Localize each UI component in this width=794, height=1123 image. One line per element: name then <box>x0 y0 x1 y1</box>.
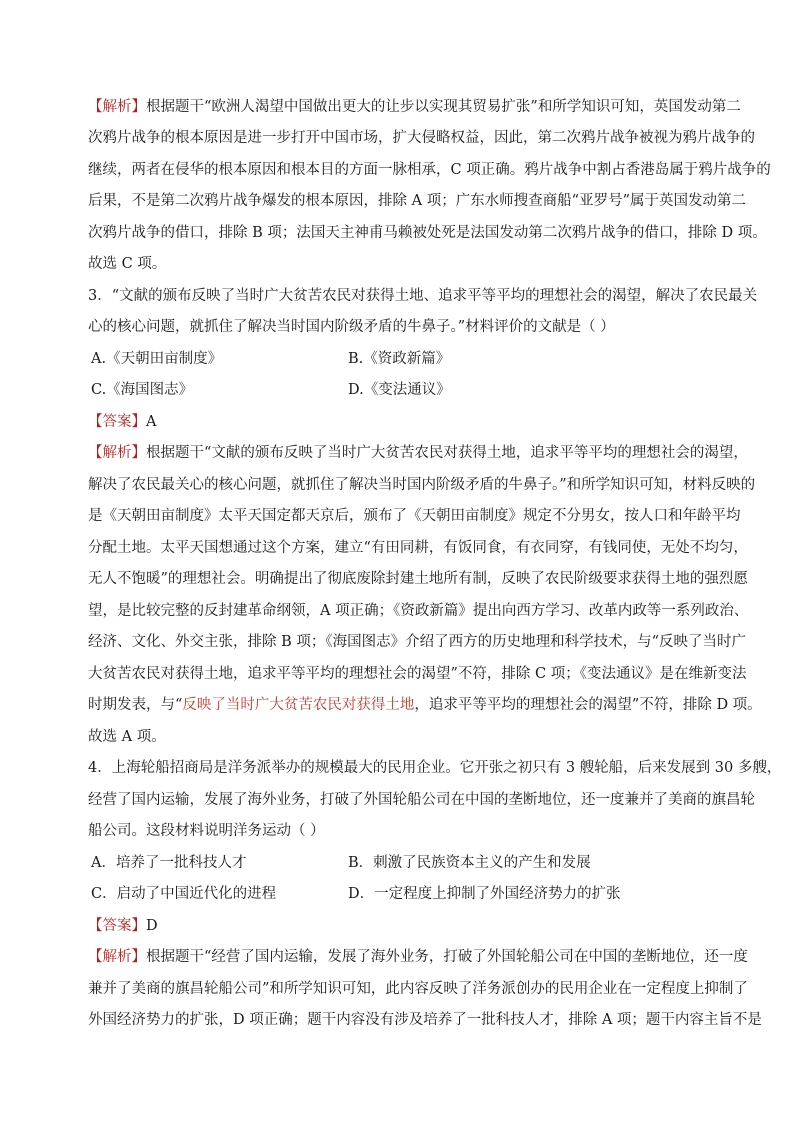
q4-option-c: C．启动了中国近代化的进程 <box>91 886 277 902</box>
q3-analysis-line-5: 无人不饱暖”的理想社会。明确提出了彻底废除封建土地所有制，反映了农民阶级要求获得土地的强烈愿 <box>88 571 748 587</box>
q3-analysis-line-8: 大贫苦农民对获得土地，追求平等平均的理想社会的渴望”不符，排除 C 项；《变法通议》是在维新变法 <box>88 666 747 682</box>
q3-answer <box>88 412 156 432</box>
q4-answer-value: D <box>146 918 158 934</box>
q2-analysis-line-4: 后果，不是第二次鸦片战争爆发的根本原因，排除 A 项；广东水师搜查商船“亚罗号”属于英国发动第二 <box>88 193 747 209</box>
q4-option-d: D．一定程度上抑制了外国经济势力的扩张 <box>348 886 621 902</box>
q3-analysis-line-10: 故选 A 项。 <box>88 729 166 745</box>
q3-analysis-line-3: 是《天朝田亩制度》太平天国定都天京后，颁布了《天朝田亩制度》规定不分男女，按人口和年龄平均 <box>88 508 741 524</box>
q3-option-a: A.《天朝田亩制度》 <box>91 351 223 367</box>
q4-stem-line-2: 经营了国内运输，发展了海外业务，打破了外国轮船公司在中国的垄断地位，还一度兼并了美商的旗昌轮 <box>88 792 755 808</box>
answer-tag: 【答案】 <box>88 414 146 430</box>
q3-stem-line-2: 心的核心问题，就抓住了解决当时国内阶级矛盾的牛鼻子。”材料评价的文献是（ ） <box>88 319 615 335</box>
q3-analysis-line-9: 时期发表，与“反映了当时广大贫苦农民对获得土地，追求平等平均的理想社会的渴望”不符，排除 D 项。 <box>88 697 762 713</box>
q4-option-a: A．培养了一批科技人才 <box>91 855 247 871</box>
analysis-tag: 【解析】 <box>88 445 146 461</box>
analysis-tag: 【解析】 <box>88 949 146 965</box>
q3-analysis-line-7: 经济、文化、外交主张，排除 B 项；《海国图志》介绍了西方的历史地理和科学技术，与“反映了当时广 <box>88 634 747 650</box>
q4-option-b: B．刺激了民族资本主义的产生和发展 <box>348 855 591 871</box>
q3-analysis-line-6: 望，是比较完整的反封建革命纲领，A 项正确；《资政新篇》提出向西方学习、改革内政等一系列政治、 <box>88 603 749 619</box>
q4-analysis-line-1: 【解析】根据题干“经营了国内运输，发展了海外业务，打破了外国轮船公司在中国的垄断地位，还一度 <box>88 949 748 965</box>
highlighted-quote: 反映了当时广大贫苦农民对获得土地 <box>182 697 415 713</box>
q2-analysis-line-1: 【解析】根据题干“欧洲人渴望中国做出更大的让步以实现其贸易扩张”和所学知识可知，英国发动第二 <box>88 99 741 115</box>
q3-option-b: B.《资政新篇》 <box>348 351 451 367</box>
q3-analysis-line-1: 【解析】根据题干“文献的颁布反映了当时广大贫苦农民对获得土地，追求平等平均的理想社会的渴望， <box>88 445 748 461</box>
q3-analysis-line-4: 分配土地。太平天国想通过这个方案，建立“有田同耕，有饭同食，有衣同穿，有钱同使，无处不均匀， <box>88 540 748 556</box>
q3-analysis-line-2: 解决了农民最关心的核心问题，就抓住了解决当时国内阶级矛盾的牛鼻子。”和所学知识可知，材料反映的 <box>88 477 756 493</box>
q3-option-c: C.《海国图志》 <box>91 382 194 398</box>
q3-option-d: D.《变法通议》 <box>348 382 451 398</box>
q2-analysis-line-5: 次鸦片战争的借口，排除 B 项；法国天主神甫马赖被处死是法国发动第二次鸦片战争的借口，排除 D 项。 <box>88 225 767 241</box>
q2-analysis-line-3: 继续，两者在侵华的根本原因和根本目的方面一脉相承，C 项正确。鸦片战争中割占香港岛属于鸦片战争的 <box>88 162 771 178</box>
q4-analysis-line-3: 外国经济势力的扩张，D 项正确；题干内容没有涉及培养了一批科技人才，排除 A 项；题干内容主旨不是 <box>88 1012 762 1028</box>
analysis-tag: 【解析】 <box>88 99 146 115</box>
q2-analysis-line-6: 故选 C 项。 <box>88 256 167 272</box>
q2-analysis-line-2: 次鸦片战争的根本原因是进一步打开中国市场，扩大侵略权益，因此，第二次鸦片战争被视为鸦片战争的 <box>88 130 755 146</box>
q3-answer-value: A <box>146 414 157 430</box>
q4-answer <box>88 916 158 936</box>
q3-stem-line-1: 3．“文献的颁布反映了当时广大贫苦农民对获得土地、追求平等平均的理想社会的渴望，解决了农民最关 <box>88 288 758 304</box>
q4-stem-line-3: 船公司。这段材料说明洋务运动（ ） <box>88 823 325 839</box>
q4-stem-line-1: 4．上海轮船招商局是洋务派举办的规模最大的民用企业。它开张之初只有 3 艘轮船，后来发展到 30 多艘， <box>88 760 782 776</box>
q4-analysis-line-2: 兼并了美商的旗昌轮船公司”和所学知识可知，此内容反映了洋务派创办的民用企业在一定程度上抑制了 <box>88 981 748 997</box>
answer-tag: 【答案】 <box>88 918 146 934</box>
